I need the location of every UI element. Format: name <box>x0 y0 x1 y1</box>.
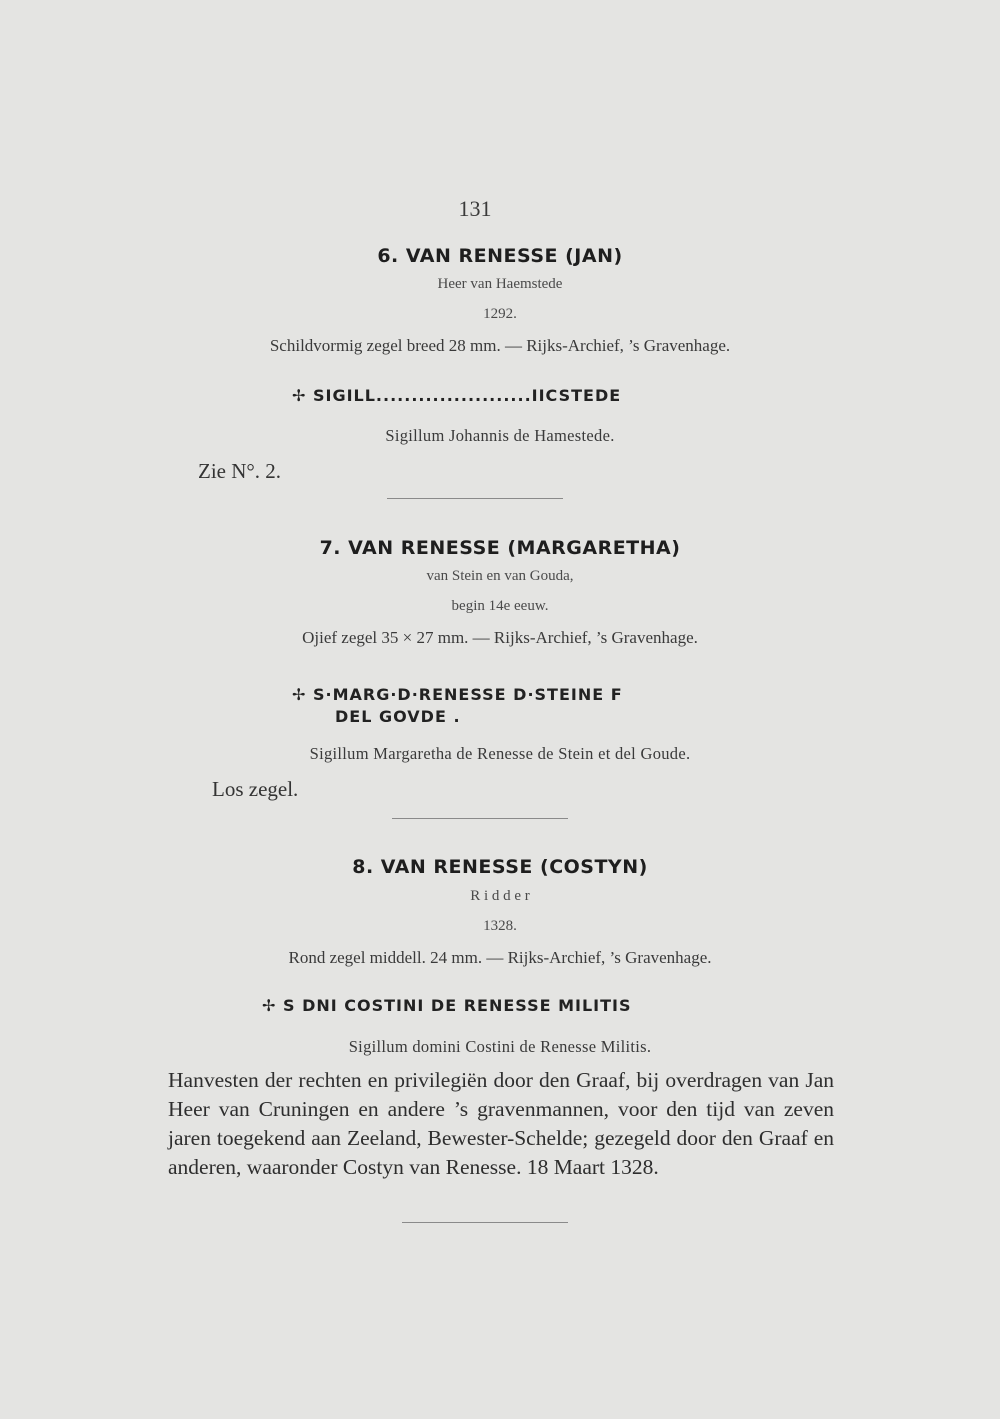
entry-7-seal-description: Ojief zegel 35 × 27 mm. — Rijks-Archief, ’s Gravenhage. <box>302 628 698 647</box>
page-number: 131 <box>458 196 492 221</box>
entry-6-date: 1292. <box>483 306 517 322</box>
entry-7-date: begin 14e eeuw. <box>451 598 549 614</box>
entry-6-subtitle: Heer van Haemstede <box>437 276 563 292</box>
section-divider <box>402 1222 568 1223</box>
section-divider <box>387 498 563 499</box>
section-divider <box>392 818 568 819</box>
entry-7-seal-legend-line2: DEL GOVDE . <box>335 707 461 726</box>
entry-7-title: 7. VAN RENESSE (MARGARETHA) <box>319 537 681 559</box>
entry-8-seal-description: Rond zegel middell. 24 mm. — Rijks-Archief, ’s Gravenhage. <box>288 948 712 967</box>
entry-8-seal-reading: Sigillum domini Costini de Renesse Militis. <box>348 1037 652 1056</box>
entry-8-title: 8. VAN RENESSE (COSTYN) <box>352 856 648 878</box>
entry-8-seal-legend: ✢ S DNI COSTINI DE RENESSE MILITIS <box>262 996 632 1015</box>
entry-6-title: 6. VAN RENESSE (JAN) <box>377 245 623 267</box>
entry-6-note: Zie N°. 2. <box>198 459 282 483</box>
entry-8-subtitle: R i d d e r <box>470 888 530 904</box>
entry-7-seal-legend-line1: ✢ S·MARG·D·RENESSE D·STEINE F <box>292 685 623 704</box>
entry-7-seal-reading: Sigillum Margaretha de Renesse de Stein et del Goude. <box>309 744 691 763</box>
entry-8-body-paragraph: Hanvesten der rechten en privilegiën door den Graaf, bij overdragen van Jan Heer van Cruningen en andere ’s gravenmannen, voor den tijd van zeven jaren toegekend aan Zeeland, Bewester-Schelde; gezegeld door den Graaf en anderen, waaronder Costyn van Renesse. 18 Maart 1328. <box>168 1068 834 1179</box>
entry-8-date: 1328. <box>483 918 517 934</box>
entry-6-seal-legend: ✢ SIGILL......................IICSTEDE <box>292 386 622 405</box>
entry-7-subtitle: van Stein en van Gouda, <box>426 568 574 584</box>
entry-6-seal-reading: Sigillum Johannis de Hamestede. <box>385 426 615 445</box>
entry-6-seal-description: Schildvormig zegel breed 28 mm. — Rijks-Archief, ’s Gravenhage. <box>269 336 731 355</box>
entry-7-note: Los zegel. <box>212 777 299 801</box>
